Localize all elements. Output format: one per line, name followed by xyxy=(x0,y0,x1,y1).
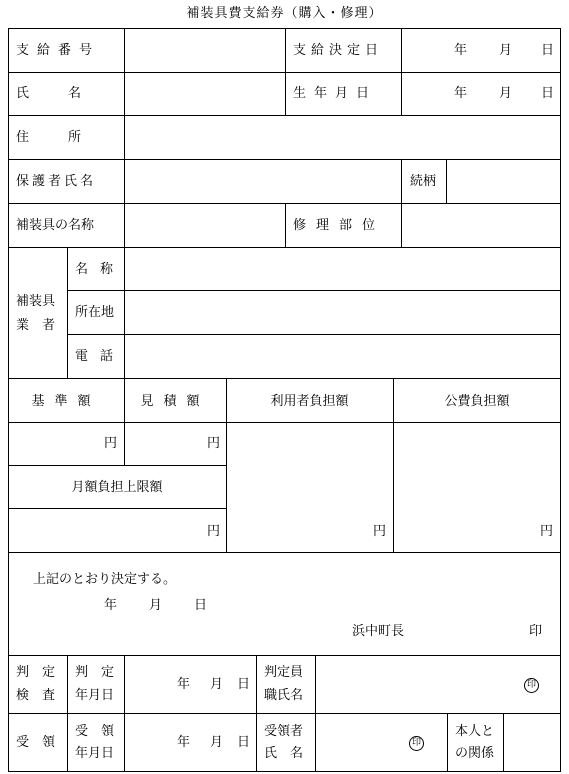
juryo-date-day: 日 xyxy=(237,735,251,750)
jusho-field[interactable] xyxy=(125,116,560,159)
label-shuri-bui: 修理部位 xyxy=(293,218,386,233)
label-hogosha-shimei: 保護者氏名 xyxy=(16,174,97,189)
getsugaku-jogen-yen: 円 xyxy=(207,524,221,539)
label-zokugara: 続柄 xyxy=(410,174,437,189)
signer-title: 浜中町長 xyxy=(352,624,405,639)
label-juryosha-2: 氏 名 xyxy=(264,746,304,761)
riyosha-futan-field[interactable] xyxy=(227,423,393,552)
honnin-kankei-field[interactable] xyxy=(504,714,560,771)
juryosha-field[interactable] xyxy=(316,714,447,771)
label-juryo-nengappi-2: 年月日 xyxy=(75,746,115,761)
label-riyosha-futan: 利用者負担額 xyxy=(270,394,349,409)
label-gyosha-line2: 業 者 xyxy=(16,318,56,333)
label-hantei-nengappi-2: 年月日 xyxy=(75,688,115,703)
label-shikyu-kettei-bi: 支給決定日 xyxy=(293,43,384,58)
label-honnin-kankei-1: 本人と xyxy=(455,724,495,739)
shimei-field[interactable] xyxy=(125,73,285,115)
hantei-date-day: 日 xyxy=(237,677,251,692)
label-gyosha-meisho: 名称 xyxy=(75,262,126,277)
juryosha-seal-icon: 印 xyxy=(409,736,424,751)
label-juryo: 受 領 xyxy=(16,735,56,750)
decision-statement: 上記のとおり決定する。 xyxy=(33,572,177,587)
kijungaku-yen: 円 xyxy=(104,436,118,451)
hanteiin-seal-icon: 印 xyxy=(524,678,539,693)
form-title: 補装具費支給券（購入・修理） xyxy=(186,6,383,21)
birth-date-month: 月 xyxy=(499,86,513,101)
kohi-futan-yen: 円 xyxy=(540,524,554,539)
birth-date-year: 年 xyxy=(454,86,468,101)
decision-date-month: 月 xyxy=(499,43,513,58)
hantei-date-year: 年 xyxy=(177,677,191,692)
hantei-date-month: 月 xyxy=(210,677,224,692)
mitsumorigaku-field[interactable] xyxy=(125,423,226,465)
label-gyosha-denwa: 電話 xyxy=(75,349,126,364)
label-hanteiin-2: 職氏名 xyxy=(264,688,304,703)
label-getsugaku-jogen: 月額負担上限額 xyxy=(71,480,163,495)
getsugaku-jogen-field[interactable] xyxy=(9,509,226,552)
zokugara-field[interactable] xyxy=(447,160,560,203)
label-hanteiin-1: 判定員 xyxy=(264,665,304,680)
label-shimei: 氏 名 xyxy=(16,86,82,101)
label-jusho: 住 所 xyxy=(16,130,82,145)
label-hosougu-meisho: 補装具の名称 xyxy=(16,218,95,233)
decision-date-day-2: 日 xyxy=(194,598,208,613)
label-hantei-kensa-1: 判 定 xyxy=(16,665,56,680)
juryo-date-year: 年 xyxy=(177,735,191,750)
label-hantei-kensa-2: 検 査 xyxy=(16,688,56,703)
decision-date-year: 年 xyxy=(454,43,468,58)
label-kohi-futan: 公費負担額 xyxy=(444,394,510,409)
mitsumorigaku-yen: 円 xyxy=(207,436,221,451)
hogosha-shimei-field[interactable] xyxy=(125,160,401,203)
label-juryo-nengappi-1: 受 領 xyxy=(75,724,115,739)
label-juryosha-1: 受領者 xyxy=(264,724,304,739)
signer-seal-label: 印 xyxy=(529,624,543,639)
hanteiin-field[interactable] xyxy=(316,656,560,713)
decision-date-year-2: 年 xyxy=(104,598,118,613)
kijungaku-field[interactable] xyxy=(9,423,124,465)
gyosha-denwa-field[interactable] xyxy=(125,335,560,378)
decision-date-month-2: 月 xyxy=(149,598,163,613)
shuri-bui-field[interactable] xyxy=(402,204,560,247)
label-gyosha-shozaichi: 所在地 xyxy=(75,305,115,320)
label-hantei-nengappi-1: 判 定 xyxy=(75,665,115,680)
label-honnin-kankei-2: の関係 xyxy=(455,746,495,761)
riyosha-futan-yen: 円 xyxy=(373,524,387,539)
gyosha-meisho-field[interactable] xyxy=(125,248,560,290)
hosougu-meisho-field[interactable] xyxy=(125,204,285,247)
kohi-futan-field[interactable] xyxy=(394,423,560,552)
birth-date-day: 日 xyxy=(541,86,555,101)
decision-date-day: 日 xyxy=(541,43,555,58)
label-shikyu-bango: 支給番号 xyxy=(16,43,101,58)
gyosha-shozaichi-field[interactable] xyxy=(125,291,560,334)
label-gyosha-line1: 補装具 xyxy=(16,294,56,309)
shikyu-bango-field[interactable] xyxy=(125,29,285,72)
label-seinengappi: 生年月日 xyxy=(293,86,378,101)
label-kijungaku: 基準額 xyxy=(31,394,101,409)
label-mitsumorigaku: 見積額 xyxy=(140,394,210,409)
juryo-date-month: 月 xyxy=(210,735,224,750)
